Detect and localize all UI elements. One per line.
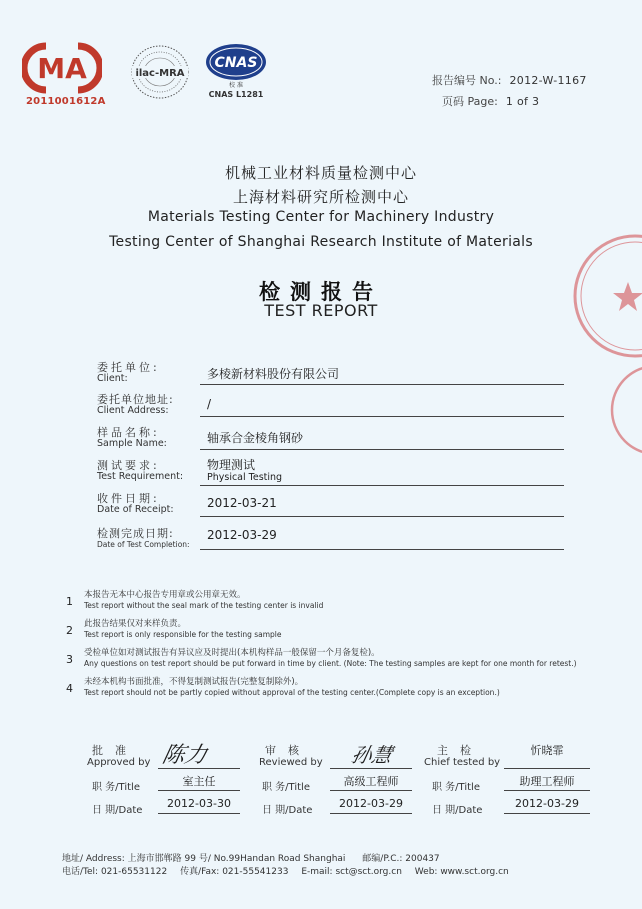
client-address-label-en: Client Address: (97, 405, 169, 416)
client-address-value: / (207, 397, 212, 411)
cnas-logo-text: CNAS (214, 55, 258, 71)
reviewed-label-cn: 审核 (265, 744, 311, 757)
cnas-code: CNAS L1281 (208, 90, 264, 99)
note-1-en: Test report without the seal mark of the testing center is invalid (84, 601, 324, 610)
client-address-line (200, 416, 564, 417)
approved-date-value: 2012-03-30 (167, 797, 231, 810)
page-indicator (442, 93, 539, 109)
test-requirement-value-en: Physical Testing (207, 472, 283, 483)
title-cn-line1: 机械工业材料质量检测中心 (224, 164, 417, 182)
approved-signature-line (158, 768, 240, 769)
footer-address-row (62, 851, 440, 864)
completion-date-line (200, 549, 564, 550)
receipt-date-line (200, 516, 564, 517)
cma-code: 2011001612A (26, 96, 106, 107)
fax-value: 021-55541233 (222, 867, 289, 877)
client-line (200, 384, 564, 385)
approved-signature: 陈力 (159, 743, 210, 768)
receipt-date-label-en: Date of Receipt: (97, 504, 174, 515)
chief-signature-line (504, 768, 590, 769)
chief-date-label: 日 期/Date (432, 805, 483, 816)
official-seal-stamp (560, 230, 642, 360)
chief-signature: 忻晓霏 (530, 744, 564, 757)
title-cn-line2: 上海材料研究所检测中心 (232, 188, 409, 206)
sample-name-value: 轴承合金棱角钢砂 (207, 431, 304, 445)
address-value: 上海市邯郸路 99 号/ No.99Handan Road Shanghai (127, 854, 346, 864)
fax-label: 传真/Fax: (180, 867, 220, 877)
note-1-number: 1 (66, 595, 73, 608)
approved-label-en: Approved by (87, 757, 151, 768)
tel-label: 电话/Tel: (62, 867, 99, 877)
reviewed-label-en: Reviewed by (259, 757, 323, 768)
cma-logo-text: MA (37, 52, 87, 85)
reviewed-date-line (330, 813, 412, 814)
note-3-number: 3 (66, 653, 73, 666)
test-requirement-label-en: Test Requirement: (97, 471, 184, 482)
footer-contact-row (62, 864, 509, 877)
test-requirement-value-cn: 物理测试 (207, 458, 256, 472)
note-2-en: Test report is only responsible for the testing sample (84, 630, 282, 639)
receipt-date-value: 2012-03-21 (207, 496, 277, 510)
title-en-line1: Materials Testing Center for Machinery Industry (147, 209, 495, 225)
test-requirement-label-cn: 测试要求: (97, 459, 160, 472)
ilac-logo-text: ilac-MRA (135, 68, 185, 79)
completion-date-label-en: Date of Test Completion: (97, 540, 190, 549)
note-1-cn: 本报告无本中心报告专用章或公用章无效。 (84, 590, 246, 600)
reviewed-signature: 孙慧 (349, 743, 395, 767)
title-en-line2: Testing Center of Shanghai Research Institute of Materials (109, 234, 533, 250)
completion-date-value: 2012-03-29 (207, 528, 277, 542)
client-address-label-cn: 委托单位地址: (97, 393, 174, 406)
note-3-en: Any questions on test report should be put forward in time by client. (Note: The testing samples are kept for one month for retest.) (84, 659, 577, 668)
completion-date-label-cn: 检测完成日期: (97, 527, 174, 540)
receipt-date-label-cn: 收件日期: (97, 492, 160, 505)
client-label-en: Client: (97, 373, 128, 384)
web-value: www.sct.org.cn (440, 867, 509, 877)
approved-label-cn: 批准 (92, 744, 138, 757)
sample-name-label-cn: 样品名称: (97, 426, 160, 439)
note-4-number: 4 (66, 682, 73, 695)
report-number (432, 72, 587, 88)
approved-title-label: 职 务/Title (92, 782, 140, 793)
client-value: 多棱新材料股份有限公司 (207, 367, 340, 381)
cnas-sub-label: 校 准 (229, 82, 243, 89)
client-label-cn: 委托单位: (97, 361, 160, 374)
note-3-cn: 受检单位如对测试报告有异议应及时提出(本机构样品一般保留一个月备复检)。 (84, 648, 380, 658)
email-label: E-mail: (301, 867, 333, 877)
address-label: 地址/ Address: (62, 854, 125, 864)
note-2-number: 2 (66, 624, 73, 637)
approved-date-line (158, 813, 240, 814)
web-label: Web: (414, 867, 438, 877)
tel-value: 021-65531122 (100, 867, 168, 877)
report-number-value: 2012-W-1167 (509, 74, 587, 87)
ilac-mra-logo (128, 42, 192, 104)
report-title-en: TEST REPORT (264, 301, 378, 320)
chief-date-value: 2012-03-29 (515, 797, 579, 810)
note-4-en: Test report should not be partly copied without approval of the testing center.(Complete copy is an exception.) (84, 688, 500, 697)
approved-date-label: 日 期/Date (92, 805, 143, 816)
testing-seal-stamp (608, 360, 642, 460)
cma-logo (22, 42, 102, 94)
postcode-value: 200437 (405, 854, 440, 864)
chief-title-label: 职 务/Title (432, 782, 480, 793)
reviewed-title-label: 职 务/Title (262, 782, 310, 793)
approved-title-value: 室主任 (182, 775, 216, 788)
chief-date-line (504, 813, 590, 814)
page-value: 1 of 3 (505, 95, 540, 108)
report-number-label: 报告编号 No.: (432, 74, 502, 87)
chief-label-en: Chief tested by (424, 757, 501, 768)
note-2-cn: 此报告结果仅对来样负责。 (84, 619, 187, 629)
sample-name-label-en: Sample Name: (97, 438, 167, 449)
email-value: sct@sct.org.cn (335, 867, 402, 877)
test-requirement-line (200, 485, 564, 486)
postcode-label: 邮编/P.C.: (362, 854, 403, 864)
reviewed-date-label: 日 期/Date (262, 805, 313, 816)
reviewed-title-value: 高级工程师 (343, 775, 399, 788)
page-label: 页码 Page: (442, 95, 498, 108)
cnas-logo (200, 40, 272, 106)
reviewed-title-line (330, 790, 412, 791)
note-4-cn: 未经本机构书面批准，不得复制测试报告(完整复制除外)。 (84, 677, 304, 687)
chief-label-cn: 主检 (437, 744, 483, 757)
approved-title-line (158, 790, 240, 791)
report-title-cn: 检测报告 (259, 279, 383, 304)
reviewed-date-value: 2012-03-29 (339, 797, 403, 810)
reviewed-signature-line (330, 768, 412, 769)
sample-name-line (200, 449, 564, 450)
chief-title-line (504, 790, 590, 791)
chief-title-value: 助理工程师 (519, 775, 575, 788)
